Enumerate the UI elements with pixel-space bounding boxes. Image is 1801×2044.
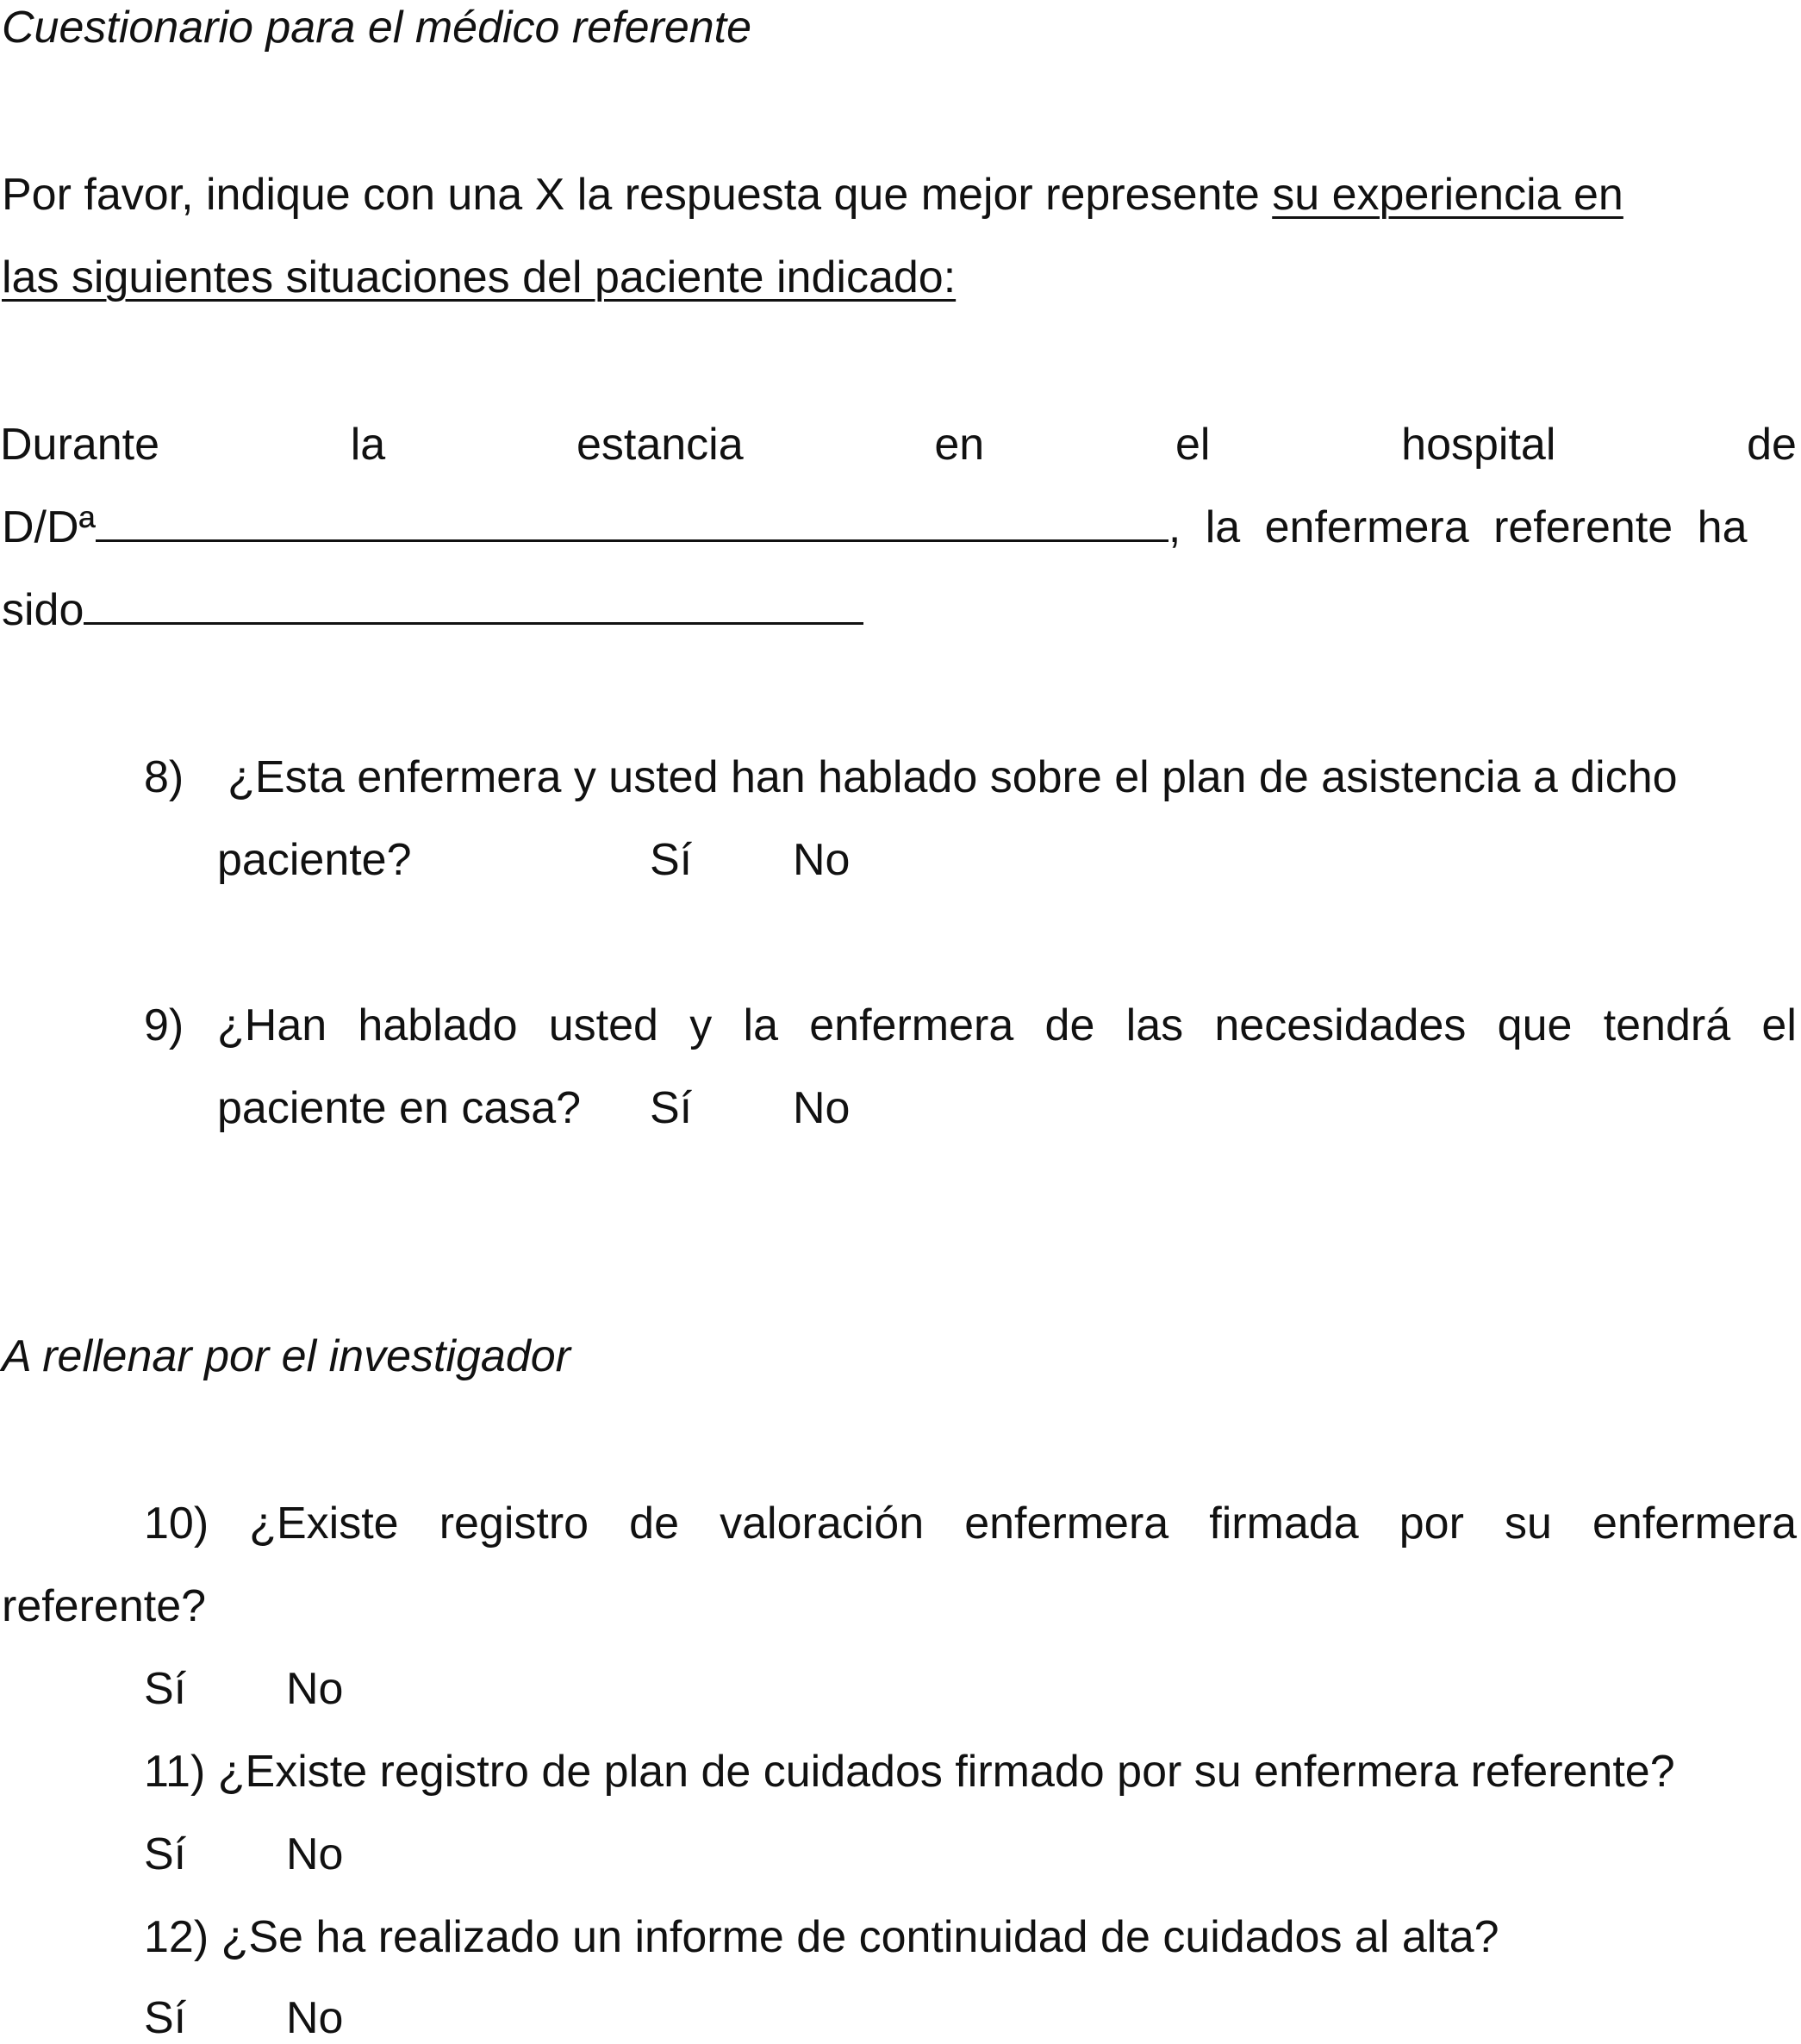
stay-word: estancia (576, 420, 744, 470)
instruction-line-1 (2, 169, 1623, 221)
q12-no-option[interactable]: No (286, 1993, 344, 2043)
q9-text-2: paciente en casa? (217, 1083, 582, 1133)
stay-word: de (1747, 420, 1797, 470)
patient-prefix: D/Dª (2, 502, 96, 552)
q12-text: 12) ¿Se ha realizado un informe de continuidad de cuidados al alta? (144, 1912, 1499, 1962)
stay-row-2 (2, 502, 1747, 553)
q10-word: enfermera (964, 1499, 1169, 1549)
q10-word: valoración (720, 1499, 925, 1549)
q9-line-1 (217, 1000, 1797, 1051)
q9-word: ¿Han (217, 1000, 327, 1050)
q9-word: usted (548, 1000, 658, 1050)
q8-number: 8) (144, 752, 184, 802)
instruction-text: Por favor, indique con una X la respuesta que mejor represente (2, 170, 1273, 220)
q11-no-option[interactable]: No (286, 1829, 344, 1879)
instruction-underlined-1: su experiencia en (1272, 170, 1623, 220)
stay-word: Durante (0, 420, 159, 470)
q12-yes-option[interactable]: Sí (144, 1993, 187, 2043)
q9-word: necesidades (1214, 1000, 1467, 1050)
investigator-heading: A rellenar por el investigador (2, 1331, 570, 1381)
patient-name-blank[interactable] (96, 502, 1168, 542)
q9-word: y (689, 1000, 713, 1050)
q11-text: 11) ¿Existe registro de plan de cuidados firmado por su enfermera referente? (144, 1747, 1675, 1797)
q10-word: enfermera (1592, 1499, 1797, 1549)
q9-word: enfermera (809, 1000, 1014, 1050)
q11-yes-option[interactable]: Sí (144, 1829, 187, 1879)
q10-word: registro (439, 1499, 589, 1549)
q10-word: firmada (1209, 1499, 1359, 1549)
q10-word: ¿Existe (249, 1499, 399, 1549)
nurse-name-blank[interactable] (84, 584, 863, 625)
q8-no-option[interactable]: No (793, 835, 851, 885)
instruction-underlined-2: las siguientes situaciones del paciente indicado: (2, 252, 957, 302)
q9-word: tendrá (1603, 1000, 1731, 1050)
q9-number: 9) (144, 1000, 184, 1050)
q10-no-option[interactable]: No (286, 1664, 344, 1714)
stay-word: el (1175, 420, 1211, 470)
q8-text: ¿Esta enfermera y usted han hablado sobre el plan de asistencia a dicho (227, 752, 1678, 802)
q8-text-2: paciente? (217, 835, 412, 885)
q9-word: las (1125, 1000, 1184, 1050)
stay-word: en (934, 420, 985, 470)
stay-word: hospital (1401, 420, 1556, 470)
q9-yes-option[interactable]: Sí (650, 1083, 693, 1133)
q10-word: 10) (144, 1499, 209, 1549)
q10-line-2: referente? (2, 1581, 207, 1631)
q10-word: de (629, 1499, 680, 1549)
q8-yes-option[interactable]: Sí (650, 835, 693, 885)
stay-row-3 (2, 584, 863, 636)
q10-word: su (1505, 1499, 1552, 1549)
q8-line-2 (217, 834, 412, 886)
stay-row-1 (0, 419, 1797, 470)
nurse-prefix: sido (2, 585, 84, 635)
q9-word: la (743, 1000, 778, 1050)
q9-word: hablado (358, 1000, 518, 1050)
stay-word: la (350, 420, 386, 470)
page-title: Cuestionario para el médico referente (2, 3, 752, 53)
q9-word: el (1761, 1000, 1797, 1050)
q9-no-option[interactable]: No (793, 1083, 851, 1133)
stay-row-2-suffix: , la enfermera referente ha (1168, 502, 1748, 552)
q9-word: de (1044, 1000, 1095, 1050)
q9-word: que (1497, 1000, 1573, 1050)
q10-word: por (1399, 1499, 1464, 1549)
q8-line-1 (144, 751, 1678, 803)
q10-line-1 (144, 1498, 1797, 1549)
q10-yes-option[interactable]: Sí (144, 1664, 187, 1714)
